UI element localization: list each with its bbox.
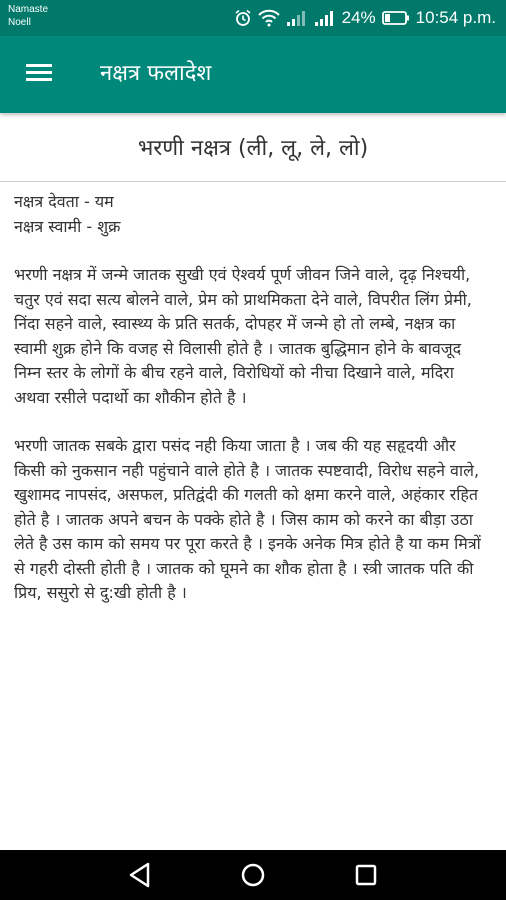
status-bar [0, 0, 506, 36]
battery-icon [382, 10, 410, 26]
navigation-bar [0, 850, 506, 900]
carrier-label [8, 3, 48, 29]
app-bar [0, 36, 506, 113]
app-title: नक्षत्र फलादेश [100, 61, 212, 86]
signal-icon [286, 10, 308, 26]
content-scroll[interactable] [0, 113, 506, 850]
home-icon[interactable] [236, 858, 270, 892]
deity-line: नक्षत्र देवता - यम [14, 192, 114, 211]
status-icons [234, 0, 496, 36]
signal-icon-2 [314, 10, 336, 26]
alarm-icon [234, 9, 252, 27]
page-title: भरणी नक्षत्र (ली, लू, ले, लो) [0, 113, 506, 182]
paragraph-1: भरणी नक्षत्र में जन्मे जातक सुखी एवं ऐश्वर्य पूर्ण जीवन जिने वाले, दृढ़ निश्चयी, चतुर एवं सदा सत्य बोलने वाले, प्रेम को प्राथमिकता देने वाले, विपरीत लिंग प्रेमी, निंदा सहने वाले, स्वास्थ्य के प्रति सतर्क, दोपहर में जन्मे हो तो लम्बे, नक्षत्र का स्वामी शुक्र होने कि वजह से विलासी होते है । जातक बुद्धिमान होने के बावजूद निम्न स्तर के लोगों के बीच रहने वाले, विरोधियों को नीचा दिखाने वाले, मदिरा अथवा रसीले पदार्थो का शौकीन होते है । [14, 265, 472, 407]
back-icon[interactable] [123, 858, 157, 892]
recents-icon[interactable] [349, 858, 383, 892]
carrier-line1: Namaste [8, 4, 49, 15]
menu-icon[interactable] [20, 60, 60, 90]
paragraph-2: भरणी जातक सबके द्वारा पसंद नही किया जाता है । जब की यह सहृदयी और किसी को नुकसान नही पहुंचाने वाले होते है । जातक स्पष्टवादी, विरोध सहने वाले, खुशामद नापसंद, असफल, प्रतिद्वंदी की गलती को क्षमा करने वाले, अहंकार रहित होते है । जातक अपने बचन के पक्के होते है । जिस काम को करने का बीड़ा उठा लेते है उस काम को समय पर पूरा करते है । इनके अनेक मित्र होते है या कम मित्रों से गहरी दोस्ती होती है । जातक को घूमने का शौक होता है । स्त्री जातक पति की प्रिय, ससुरो से दु:खी होती है । [14, 436, 481, 602]
clock: 10:54 p.m. [415, 8, 496, 27]
article-body [0, 182, 506, 606]
battery-percent: 24% [341, 8, 376, 27]
wifi-icon [258, 9, 280, 27]
carrier-line2: Noell [8, 17, 31, 28]
lord-line: नक्षत्र स्वामी - शुक्र [14, 216, 121, 236]
